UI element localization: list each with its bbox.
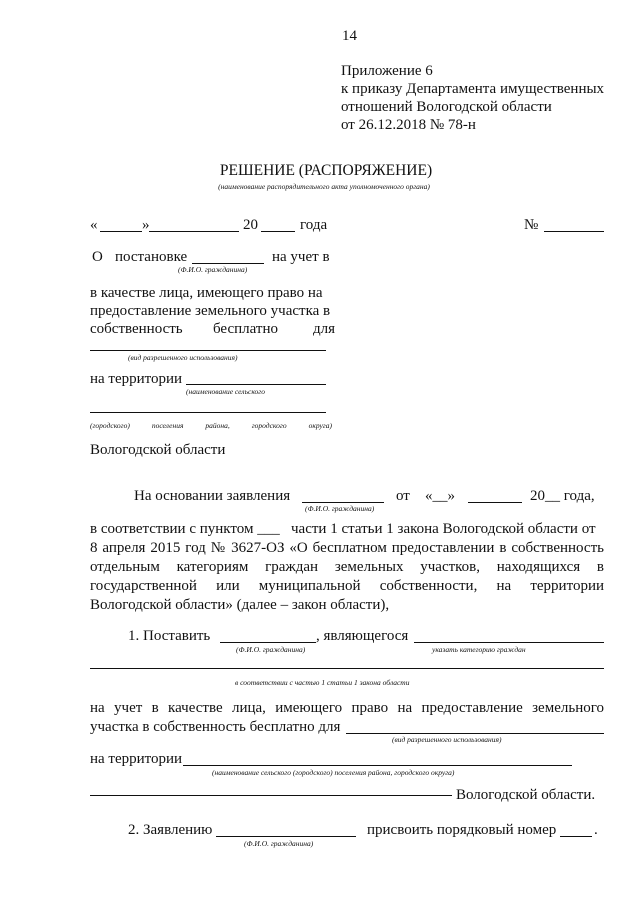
header-line-b: предоставление земельного участка в [90, 303, 331, 319]
appendix-line-2: к приказу Департамента имущественных [341, 81, 605, 97]
para-line-2: 8 апреля 2015 год № 3627-ОЗ «О бесплатном предоставлении в собственность [90, 540, 604, 556]
para-line-1b: части 1 статьи 1 закона Вологодской области от [291, 521, 596, 537]
item1-category-hint: указать категорию граждан [432, 645, 526, 654]
quote-close: » [142, 217, 150, 233]
header-region: Вологодской области [90, 442, 226, 458]
item1-territory-blank [183, 765, 572, 766]
header-line-a: в качестве лица, имеющего право на [90, 285, 323, 301]
basis-ot: от [396, 488, 410, 504]
basis-lead: На основании заявления [134, 488, 291, 504]
number-blank [544, 231, 604, 232]
use-blank [90, 350, 326, 351]
header-o: О [92, 249, 103, 265]
item1-full-blank [90, 668, 604, 669]
item2-fio-hint: (Ф.И.О. гражданина) [244, 839, 314, 848]
day-blank [100, 231, 142, 232]
basis-month-blank [468, 502, 522, 503]
fio-blank [192, 263, 264, 264]
year-prefix: 20 [243, 217, 258, 233]
item1-region: Вологодской области. [456, 787, 596, 803]
document-title: РЕШЕНИЕ (РАСПОРЯЖЕНИЕ) [219, 162, 433, 179]
header-line-c2: бесплатно [213, 321, 278, 337]
item1-territory-blank-2 [90, 795, 452, 796]
item1-use-hint: (вид разрешенного использования) [392, 735, 502, 744]
item1-comma-is: , являющегося [316, 628, 409, 644]
header-territory-hint: (наименование сельского [186, 387, 265, 396]
item1-territory-hint: (наименование сельского (городского) поселения района, городского округа) [212, 768, 455, 777]
basis-fio-blank [302, 502, 384, 503]
header-territory: на территории [90, 371, 183, 387]
item1-fio-hint: (Ф.И.О. гражданина) [236, 645, 306, 654]
hint-word: района, [205, 421, 230, 430]
header-territory-hint-2 [90, 421, 332, 431]
header-postanovke: постановке [115, 249, 188, 265]
appendix-line-4: от 26.12.2018 № 78-н [341, 117, 476, 133]
header-line-c3: для [313, 321, 336, 337]
header-line-c1: собственность [90, 321, 183, 337]
basis-year: 20__ года, [530, 488, 595, 504]
header-use-hint: (вид разрешенного использования) [128, 353, 238, 362]
quote-open: « [90, 217, 98, 233]
hint-word: поселения [151, 421, 184, 430]
hint-word: городского [251, 421, 287, 430]
basis-quote: «__» [425, 488, 455, 504]
item1-fio-blank [220, 642, 316, 643]
hint-word: округа) [308, 421, 332, 430]
item1-lead: 1. Поставить [128, 628, 211, 644]
header-na-uchet: на учет в [272, 249, 330, 265]
page-number: 14 [342, 28, 357, 44]
header-fio-hint: (Ф.И.О. гражданина) [178, 265, 248, 274]
para-line-3: отдельным категориям граждан земельных участков, находящихся в [90, 559, 604, 575]
month-blank [149, 231, 239, 232]
para-line-5: Вологодской области» (далее – закон области), [90, 597, 390, 613]
item2-number-blank [560, 836, 592, 837]
item1-accordance-hint: в соответствии с частью 1 статьи 1 закона области [235, 678, 410, 687]
para-line-4: государственной или муниципальной собственности, на территории [90, 578, 604, 594]
appendix-line-3: отношений Вологодской области [341, 99, 552, 115]
item1-use-blank [346, 733, 604, 734]
basis-fio-hint: (Ф.И.О. гражданина) [305, 504, 375, 513]
appendix-line-1: Приложение 6 [341, 63, 433, 79]
number-sign: № [524, 217, 539, 233]
year-word: года [300, 217, 328, 233]
territory-blank [186, 384, 326, 385]
item1-line-2: участка в собственность бесплатно для [90, 719, 341, 735]
item1-territory: на территории [90, 751, 183, 767]
item1-line-1: на учет в качестве лица, имеющего право на предоставление земельного [90, 700, 604, 716]
item2-fio-blank [216, 836, 356, 837]
year-blank [261, 231, 295, 232]
item2-lead: 2. Заявлению [128, 822, 213, 838]
item2-end: . [594, 822, 598, 838]
territory-blank-2 [90, 412, 326, 413]
item1-category-blank [414, 642, 604, 643]
title-hint: (наименование распорядительного акта уполномоченного органа) [218, 182, 430, 191]
para-line-1a: в соответствии с пунктом ___ [90, 521, 280, 537]
item2-assign: присвоить порядковый номер [367, 822, 557, 838]
hint-word: (городского) [90, 421, 130, 430]
